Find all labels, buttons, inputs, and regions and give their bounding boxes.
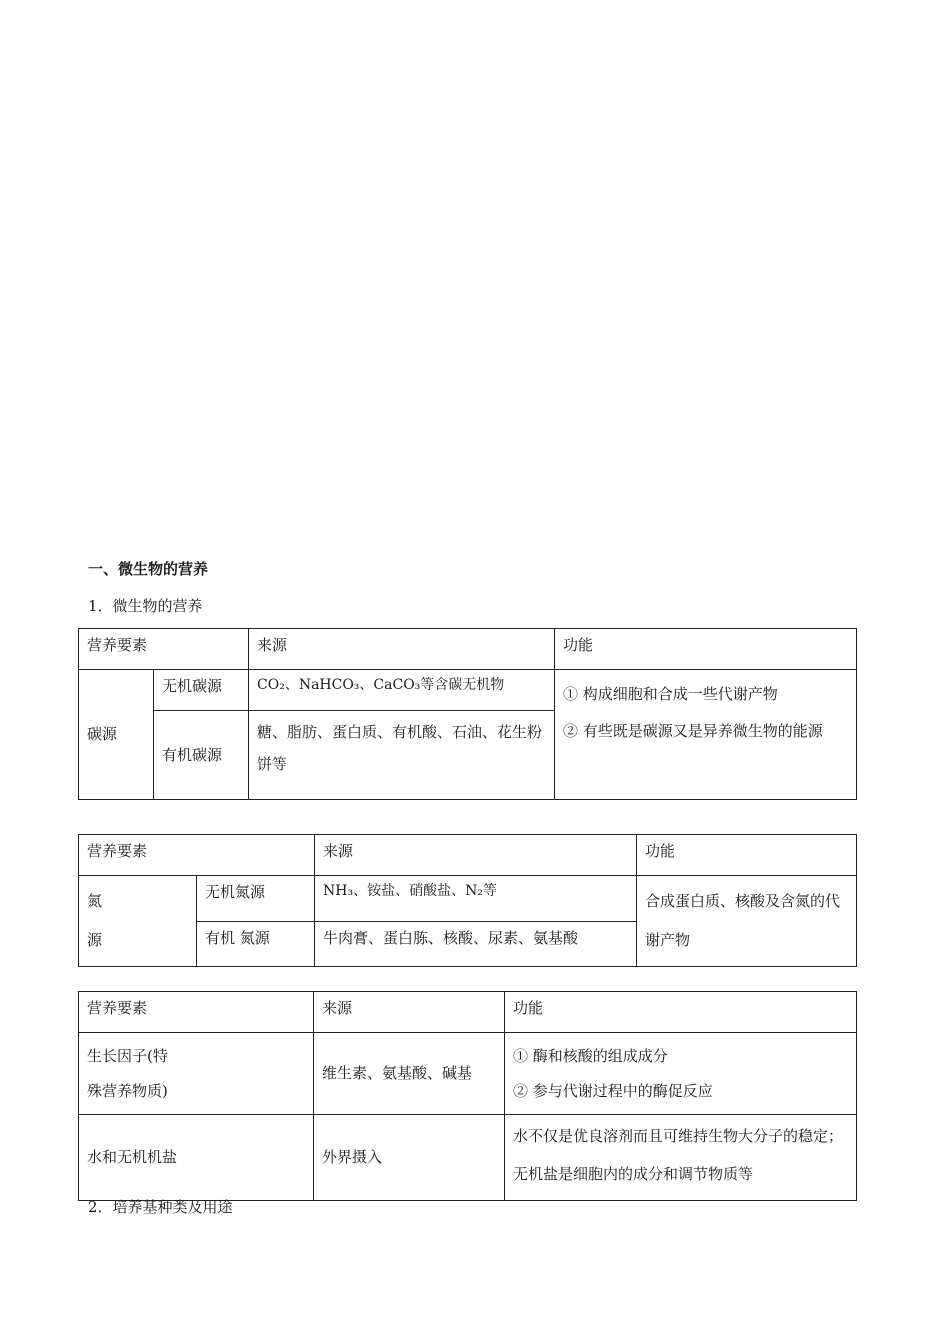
header-cell: 功能 — [637, 835, 857, 876]
group-label: 氮 — [87, 892, 103, 910]
element-cell — [79, 1033, 314, 1115]
group-cell — [79, 876, 197, 967]
function-cell: 合成蛋白质、核酸及含氮的代谢产物 — [637, 876, 857, 967]
carbon-source-table — [78, 628, 857, 800]
function-cell: 水不仅是优良溶剂而且可维持生物大分子的稳定；无机盐是细胞内的成分和调节物质等 — [505, 1115, 857, 1201]
function-item: ② 参与代谢过程中的酶促反应 — [513, 1081, 713, 1100]
table-row — [79, 1033, 857, 1115]
nitrogen-source-table — [78, 834, 857, 967]
table-header-row — [79, 992, 857, 1033]
table-header-row — [79, 835, 857, 876]
header-cell: 功能 — [505, 992, 857, 1033]
type-cell: 无机碳源 — [154, 670, 249, 711]
element-label: 生长因子(特 — [87, 1047, 168, 1065]
source-cell: 糖、脂肪、蛋白质、有机酸、石油、花生粉饼等 — [249, 711, 555, 800]
element-cell: 水和无机机盐 — [79, 1115, 314, 1201]
header-cell: 来源 — [314, 992, 505, 1033]
header-cell: 来源 — [249, 629, 555, 670]
type-cell: 无机氮源 — [197, 876, 315, 922]
type-cell: 有机碳源 — [154, 711, 249, 800]
header-cell: 来源 — [315, 835, 637, 876]
type-cell: 有机 氮源 — [197, 921, 315, 967]
table-row — [79, 1115, 857, 1201]
function-item: ② 有些既是碳源又是异养微生物的能源 — [563, 721, 823, 740]
subsection-title-nutrition: 1．微生物的营养 — [88, 597, 203, 615]
table-header-row — [79, 629, 857, 670]
source-cell: 牛肉膏、蛋白胨、核酸、尿素、氨基酸 — [315, 921, 637, 967]
table-row — [79, 876, 857, 922]
source-cell: 外界摄入 — [314, 1115, 505, 1201]
subsection-title-media: 2．培养基种类及用途 — [88, 1198, 233, 1216]
function-item: ① 构成细胞和合成一些代谢产物 — [563, 685, 778, 703]
source-cell: NH₃、铵盐、硝酸盐、N₂等 — [315, 876, 637, 922]
table-row — [79, 670, 857, 711]
growth-factor-table — [78, 991, 857, 1201]
header-cell: 营养要素 — [79, 835, 315, 876]
element-label: 殊营养物质) — [87, 1081, 168, 1100]
section-title: 一、微生物的营养 — [88, 560, 209, 578]
source-cell: 维生素、氨基酸、碱基 — [314, 1033, 505, 1115]
function-item: ① 酶和核酸的组成成分 — [513, 1047, 668, 1065]
header-cell: 营养要素 — [79, 629, 249, 670]
function-cell — [505, 1033, 857, 1115]
source-cell: CO₂、NaHCO₃、CaCO₃等含碳无机物 — [249, 670, 555, 711]
group-label: 源 — [87, 931, 103, 949]
header-cell: 营养要素 — [79, 992, 314, 1033]
function-cell — [555, 670, 857, 800]
group-cell: 碳源 — [79, 670, 154, 800]
header-cell: 功能 — [555, 629, 857, 670]
